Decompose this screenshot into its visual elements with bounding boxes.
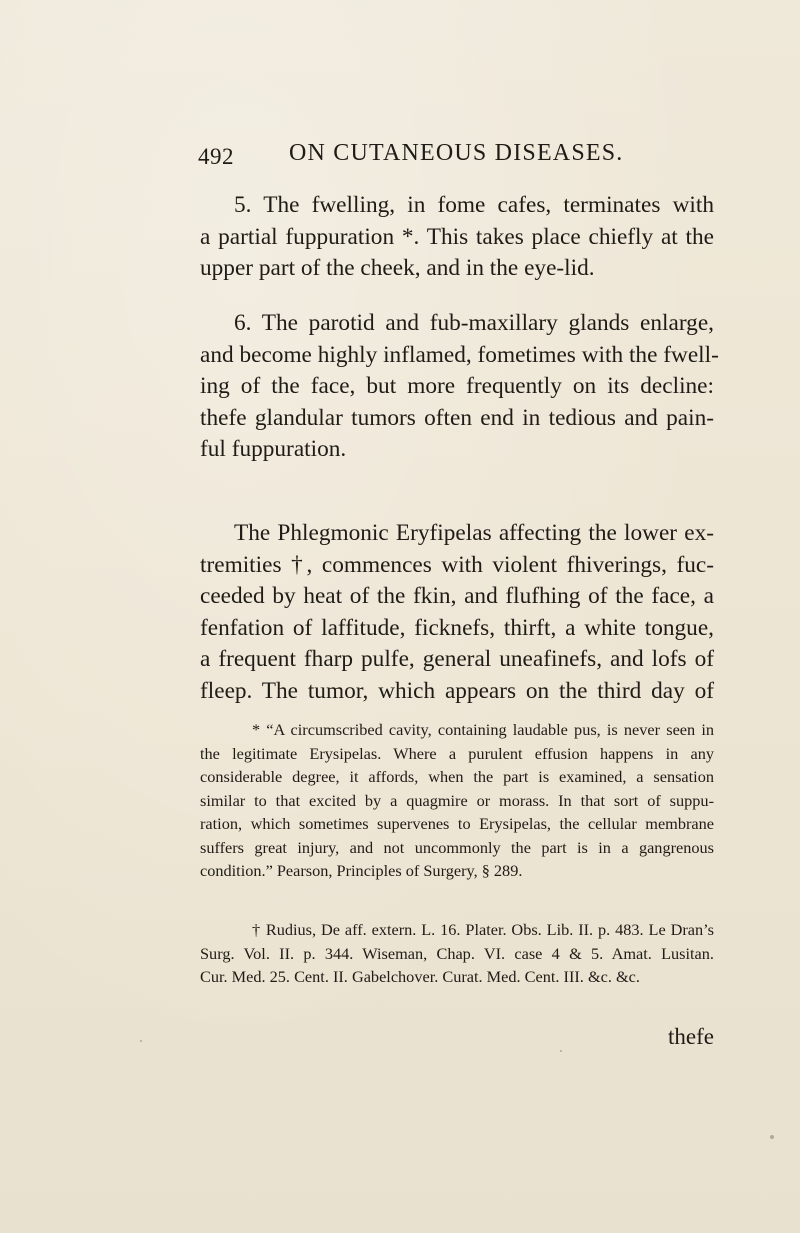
text-line: tremities †, commences with violent fhiverings, fuc- <box>200 551 714 578</box>
text-line: 6. The parotid and fub-maxillary glands enlarge, <box>234 310 714 336</box>
text-line: a partial fuppuration *. This takes place chiefly at the <box>200 223 714 250</box>
footnote-line: ration, which sometimes supervenes to Erysipelas, the cellular membrane <box>200 814 714 833</box>
text-line: thefe glandular tumors often end in tedious and pain- <box>200 404 714 431</box>
text-line: and become highly inflamed, fometimes with the fwell- <box>200 341 719 368</box>
footnote-asterisk <box>200 718 714 883</box>
paragraph-6 <box>200 308 719 466</box>
text-line: 5. The fwelling, in fome cafes, terminates with <box>234 192 714 218</box>
footnote-dagger <box>200 918 714 989</box>
paper-speck <box>140 1040 142 1042</box>
footnote-line: Cur. Med. 25. Cent. II. Gabelchover. Curat. Med. Cent. III. &c. &c. <box>200 967 640 986</box>
text-line: fenfation of laffitude, ficknefs, thirft, a white tongue, <box>200 614 714 641</box>
page-number: 492 <box>198 144 234 169</box>
text-line: The Phlegmonic Eryfipelas affecting the lower ex- <box>234 520 714 546</box>
text-line: ceeded by heat of the fkin, and flufhing of the face, a <box>200 583 714 610</box>
text-line: upper part of the cheek, and in the eye-lid. <box>200 255 595 282</box>
text-line: fleep. The tumor, which appears on the third day of <box>200 677 714 704</box>
text-line: a frequent fharp pulfe, general uneafinefs, and lofs of <box>200 646 714 673</box>
text-line: ful fuppuration. <box>200 436 347 463</box>
footnote-line: suffers great injury, and not uncommonly the part is in a gangrenous <box>200 837 714 857</box>
paragraph-5 <box>200 190 714 285</box>
footnote-line: * “A circumscribed cavity, containing laudable pus, is never seen in <box>252 720 714 739</box>
running-head: ON CUTANEOUS DISEASES. <box>289 140 624 166</box>
footnote-line: condition.” Pearson, Principles of Surgery, § 289. <box>200 861 523 880</box>
paragraph-phlegmonic <box>200 518 714 708</box>
paper-speck <box>560 1050 562 1052</box>
paper-speck <box>770 1135 774 1139</box>
footnote-line: considerable degree, it affords, when the part is examined, a sensation <box>200 767 714 786</box>
footnote-line: the legitimate Erysipelas. Where a purulent effusion happens in any <box>200 743 714 763</box>
page-header <box>198 140 714 180</box>
footnote-line: similar to that excited by a quagmire or morass. In that sort of suppu- <box>200 790 714 810</box>
footnote-line: Surg. Vol. II. p. 344. Wiseman, Chap. VI. case 4 & 5. Amat. Lusitan. <box>200 943 714 963</box>
text-line: ing of the face, but more frequently on its decline: <box>200 373 714 400</box>
footnote-line: † Rudius, De aff. extern. L. 16. Plater. Obs. Lib. II. p. 483. Le Dran’s <box>252 920 714 939</box>
catchword: thefe <box>668 1024 714 1049</box>
